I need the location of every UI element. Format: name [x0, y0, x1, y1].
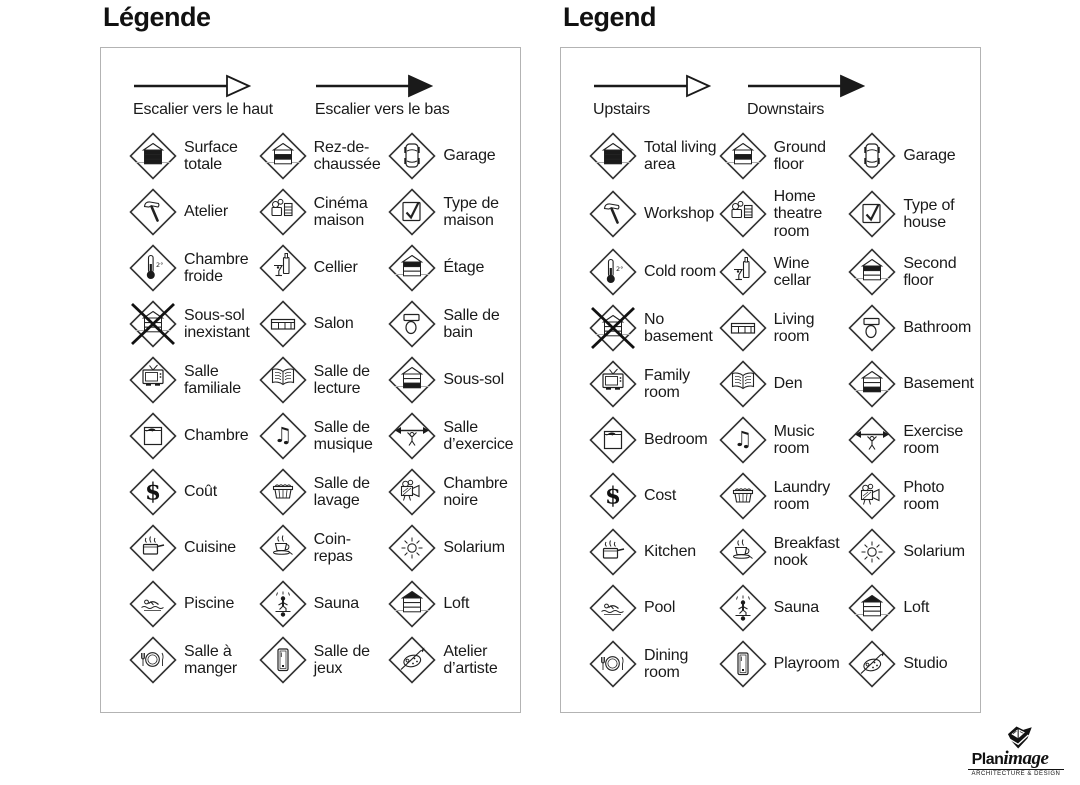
legend-item-label: Rez-de-chaussée: [313, 138, 381, 173]
legend-item-label: Atelier d’artiste: [443, 642, 498, 677]
legend-item: [719, 640, 849, 688]
legend-grid: [129, 132, 518, 684]
legend-item: [589, 304, 719, 352]
legend-item: [259, 188, 389, 236]
legend-item-label: Second floor: [903, 254, 957, 289]
planimage-logo: [950, 724, 1070, 778]
sofa-icon: [259, 300, 307, 348]
legend-item-label: Atelier: [184, 203, 228, 221]
legend-item-label: Étage: [443, 259, 485, 277]
legend-item: [848, 360, 978, 408]
legend-item-label: Garage: [443, 147, 496, 165]
brand-name-plan: Plan: [971, 750, 1004, 768]
bed-icon: [589, 416, 637, 464]
legend-item: [589, 472, 719, 520]
palette-icon: [848, 640, 896, 688]
house-ground-icon: [259, 132, 307, 180]
legend-item: [848, 304, 978, 352]
legend-item: [719, 528, 849, 576]
legend-item-label: Salle de lecture: [313, 362, 370, 397]
legend-item-label: Salle de bain: [443, 306, 500, 341]
thermometer-icon: [129, 244, 177, 292]
legend-item-label: Chambre noire: [443, 474, 508, 509]
legend-item: [719, 188, 849, 240]
legend-item: [259, 468, 389, 516]
legend-item-label: Laundry room: [773, 478, 831, 513]
legend-item-label: Salle familiale: [184, 362, 241, 397]
legend-item-label: Coin-repas: [313, 530, 353, 565]
thermometer-icon: [589, 248, 637, 296]
sauna-person-icon: [719, 584, 767, 632]
legend-item-label: Chambre froide: [184, 250, 249, 285]
door-icon: [719, 640, 767, 688]
legend-item-label: Photo room: [903, 478, 945, 513]
legend-item: [388, 132, 518, 180]
legend-item-label: Total living area: [644, 138, 717, 173]
legend-item: [719, 248, 849, 296]
legend-item-label: Cuisine: [184, 539, 236, 557]
pot-icon: [589, 528, 637, 576]
legend-item-label: Salle d’exercice: [443, 418, 514, 453]
legend-item-label: Chambre: [184, 427, 249, 445]
legend-item: [719, 472, 849, 520]
tv-icon: [589, 360, 637, 408]
legend-item: [848, 584, 978, 632]
music-icon: [719, 416, 767, 464]
legend-item: [848, 132, 978, 180]
legend-item: [848, 640, 978, 688]
house-ground-icon: [719, 132, 767, 180]
legend-grid: [589, 132, 978, 688]
upstairs-arrow-icon: [133, 74, 251, 98]
sofa-icon: [719, 304, 767, 352]
stair-up: [593, 74, 711, 119]
legend-item: [129, 524, 259, 572]
dollar-icon: [589, 472, 637, 520]
legend-item: [259, 636, 389, 684]
legend-item-label: Loft: [903, 599, 930, 617]
legend-item: [719, 132, 849, 180]
cup-icon: [259, 524, 307, 572]
hammer-icon: [129, 188, 177, 236]
legend-item-label: Cost: [644, 487, 677, 505]
swimmer-icon: [129, 580, 177, 628]
camera-icon: [388, 468, 436, 516]
svg-text:2°: 2°: [156, 261, 164, 269]
swimmer-icon: [589, 584, 637, 632]
legend-item: [719, 304, 849, 352]
house-top-icon: [388, 244, 436, 292]
projector-icon: [719, 190, 767, 238]
legend-item: [129, 412, 259, 460]
legend-item-label: Sauna: [313, 595, 359, 613]
house-roof-icon: [388, 580, 436, 628]
house-x-icon: [129, 300, 177, 348]
legend-item-label: Living room: [773, 310, 815, 345]
legend-item-label: Sauna: [773, 599, 819, 617]
legend-item: [129, 244, 259, 292]
legend-item: [589, 248, 719, 296]
svg-text:$: $: [604, 482, 622, 510]
legend-item-label: Sous-sol inexistant: [184, 306, 250, 341]
house-roof-icon: [848, 584, 896, 632]
legend-item: [388, 636, 518, 684]
english-legend-panel: [560, 47, 981, 713]
stairs-row: [133, 74, 520, 119]
exercise-icon: [388, 412, 436, 460]
tv-icon: [129, 356, 177, 404]
music-icon: [259, 412, 307, 460]
legend-item: [848, 248, 978, 296]
legend-item: [259, 412, 389, 460]
legend-item-label: Playroom: [773, 655, 840, 673]
palette-icon: [388, 636, 436, 684]
legend-item-label: Loft: [443, 595, 470, 613]
legend-item: [848, 472, 978, 520]
projector-icon: [259, 188, 307, 236]
legend-item-label: Salle de jeux: [313, 642, 370, 677]
house-top-icon: [848, 248, 896, 296]
legend-item-label: Kitchen: [644, 543, 696, 561]
sun-icon: [848, 528, 896, 576]
legend-item: [848, 528, 978, 576]
legend-item: [589, 416, 719, 464]
svg-text:♫: ♫: [733, 426, 753, 451]
legend-item: [719, 360, 849, 408]
legend-item: [719, 416, 849, 464]
legend-item: [388, 580, 518, 628]
legend-item: [589, 360, 719, 408]
legend-item-label: Coût: [184, 483, 217, 501]
car-icon: [848, 132, 896, 180]
hammer-icon: [589, 190, 637, 238]
brand-name-image: image: [1003, 747, 1049, 769]
stair-down: [747, 74, 865, 119]
legend-item-label: Basement: [903, 375, 974, 393]
legend-item-label: Surface totale: [184, 138, 238, 173]
camera-icon: [848, 472, 896, 520]
legend-item-label: Music room: [773, 422, 815, 457]
legend-item: [129, 300, 259, 348]
checkbox-icon: [388, 188, 436, 236]
legend-item: [388, 524, 518, 572]
legend-item-label: Bathroom: [903, 319, 972, 337]
wine-icon: [719, 248, 767, 296]
stair-label: Upstairs: [593, 101, 651, 118]
legend-item: [388, 244, 518, 292]
laundry-basket-icon: [259, 468, 307, 516]
legend-item-label: Salle de musique: [313, 418, 373, 453]
book-icon: [719, 360, 767, 408]
toilet-icon: [388, 300, 436, 348]
legend-item-label: Wine cellar: [773, 254, 811, 289]
sauna-person-icon: [259, 580, 307, 628]
legend-item: [388, 300, 518, 348]
downstairs-arrow-icon: [747, 74, 865, 98]
stair-label: Escalier vers le bas: [314, 101, 450, 118]
legend-item-label: Exercise room: [903, 422, 964, 457]
pot-icon: [129, 524, 177, 572]
legend-item-label: Breakfast nook: [773, 534, 840, 569]
legend-item: [129, 468, 259, 516]
legend-item-label: Sous-sol: [443, 371, 504, 389]
legend-item-label: Den: [773, 375, 803, 393]
stair-up: [133, 74, 273, 119]
legend-item: [388, 356, 518, 404]
english-legend-title: Legend: [563, 2, 657, 32]
legend-item: [719, 584, 849, 632]
dollar-icon: [129, 468, 177, 516]
book-icon: [259, 356, 307, 404]
door-icon: [259, 636, 307, 684]
bed-icon: [129, 412, 177, 460]
legend-item: [259, 356, 389, 404]
upstairs-arrow-icon: [593, 74, 711, 98]
stairs-row: [593, 74, 980, 119]
legend-item-label: Garage: [903, 147, 956, 165]
legend-item: [848, 188, 978, 240]
legend-item-label: Family room: [644, 366, 690, 401]
brand-name: [950, 749, 1070, 768]
legend-item-label: Workshop: [644, 205, 715, 223]
legend-item-label: Dining room: [644, 646, 689, 681]
legend-item: [129, 356, 259, 404]
legend-item-label: Solarium: [903, 543, 965, 561]
legend-item-label: Salle à manger: [184, 642, 238, 677]
downstairs-arrow-icon: [315, 74, 433, 98]
legend-item: [129, 188, 259, 236]
house-x-icon: [589, 304, 637, 352]
legend-item: [259, 580, 389, 628]
french-legend-panel: [100, 47, 521, 713]
legend-item-label: No basement: [644, 310, 713, 345]
laundry-basket-icon: [719, 472, 767, 520]
legend-item: [259, 300, 389, 348]
wine-icon: [259, 244, 307, 292]
plate-icon: [589, 640, 637, 688]
legend-item: [129, 132, 259, 180]
legend-item-label: Piscine: [184, 595, 235, 613]
legend-item-label: Ground floor: [773, 138, 826, 173]
legend-item: [129, 636, 259, 684]
legend-item: [589, 132, 719, 180]
legend-item-label: Cold room: [644, 263, 717, 281]
legend-item: [259, 132, 389, 180]
plate-icon: [129, 636, 177, 684]
legend-item: [589, 528, 719, 576]
stair-label: Escalier vers le haut: [133, 101, 273, 118]
brand-tagline: ARCHITECTURE & DESIGN: [968, 769, 1064, 778]
legend-item: [259, 244, 389, 292]
legend-item: [388, 468, 518, 516]
legend-item-label: Solarium: [443, 539, 505, 557]
sun-icon: [388, 524, 436, 572]
legend-item-label: Pool: [644, 599, 676, 617]
legend-item-label: Salon: [313, 315, 354, 333]
legend-item: [589, 188, 719, 240]
legend-item: [589, 640, 719, 688]
legend-item: [129, 580, 259, 628]
checkbox-icon: [848, 190, 896, 238]
legend-item: [589, 584, 719, 632]
svg-text:$: $: [144, 478, 162, 506]
legend-item-label: Bedroom: [644, 431, 708, 449]
house-bottom-icon: [388, 356, 436, 404]
legend-item-label: Salle de lavage: [313, 474, 370, 509]
french-legend-title: Légende: [103, 2, 211, 32]
legend-item: [388, 188, 518, 236]
legend-item: [259, 524, 389, 572]
legend-item-label: Type de maison: [443, 194, 499, 229]
cup-icon: [719, 528, 767, 576]
legend-item-label: Type of house: [903, 196, 955, 231]
stair-label: Downstairs: [747, 101, 825, 118]
svg-text:2°: 2°: [616, 264, 624, 273]
legend-item-label: Cinéma maison: [313, 194, 368, 229]
toilet-icon: [848, 304, 896, 352]
svg-text:♫: ♫: [273, 423, 293, 447]
legend-item: [388, 412, 518, 460]
house-bottom-icon: [848, 360, 896, 408]
legend-item-label: Studio: [903, 655, 948, 673]
planimage-logo-icon: [950, 724, 1070, 751]
exercise-icon: [848, 416, 896, 464]
house-total-icon: [589, 132, 637, 180]
legend-item: [848, 416, 978, 464]
stair-down: [315, 74, 450, 119]
legend-item-label: Home theatre room: [773, 188, 823, 240]
house-total-icon: [129, 132, 177, 180]
legend-item-label: Cellier: [313, 259, 358, 277]
car-icon: [388, 132, 436, 180]
